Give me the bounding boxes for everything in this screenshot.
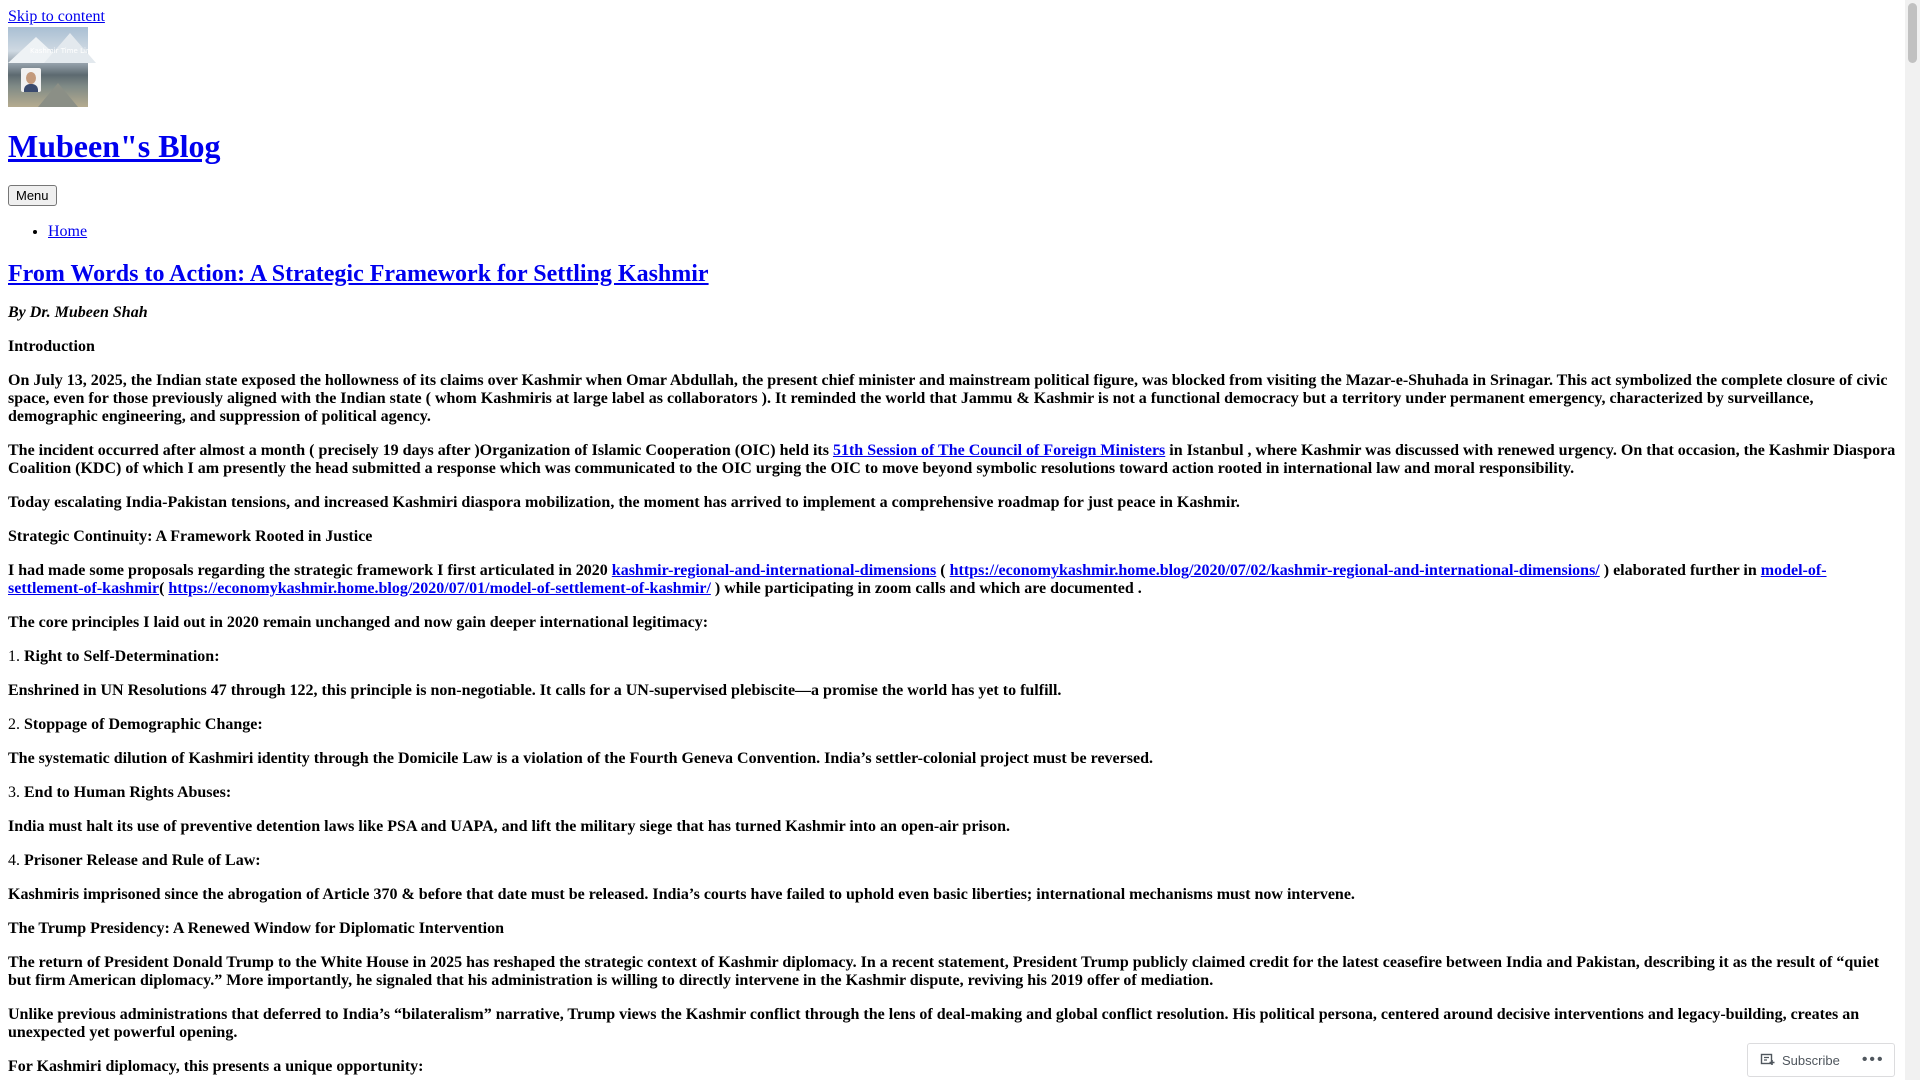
site-logo[interactable] — [8, 27, 95, 107]
paragraph-4 — [8, 562, 1896, 598]
p4-text-b: ( — [936, 562, 950, 579]
subscribe-bar — [1747, 1043, 1895, 1077]
p4-text-c: ) elaborated further in — [1599, 562, 1761, 579]
subscribe-label: Subscribe — [1782, 1052, 1840, 1068]
logo-portrait — [21, 68, 41, 92]
oic-session-link[interactable]: 51th Session of The Council of Foreign Ministers — [832, 442, 1166, 459]
nav-item-home — [48, 222, 1896, 241]
paragraph-2 — [8, 442, 1896, 478]
byline: By Dr. Mubeen Shah — [8, 304, 148, 321]
scrollbar-thumb[interactable] — [1908, 3, 1917, 63]
intro-heading: Introduction — [8, 338, 95, 355]
skip-to-content-link[interactable]: Skip to content — [8, 8, 105, 25]
principle-2-text: The systematic dilution of Kashmiri identity through the Domicile Law is a violation of the Fourth Geneva Convention. India’s settler-colonial project must be reversed. — [8, 750, 1153, 767]
p4-text-a: I had made some proposals regarding the strategic framework I first articulated in 2020 — [8, 562, 612, 579]
site-title-link[interactable]: Mubeen"s Blog — [8, 128, 221, 164]
principle-title: Prisoner Release and Rule of Law: — [24, 852, 261, 869]
paragraph-3: Today escalating India-Pakistan tensions, and increased Kashmiri diaspora mobilization, the moment has arrived to implement a comprehensive roadmap for just peace in Kashmir. — [8, 494, 1240, 511]
paragraph-5: The core principles I laid out in 2020 remain unchanged and now gain deeper international legitimacy: — [8, 614, 709, 631]
subscribe-reader-icon — [1760, 1052, 1776, 1068]
principle-number: 2. — [8, 716, 20, 733]
principle-3-text: India must halt its use of preventive detention laws like PSA and UAPA, and lift the military siege that has turned Kashmir into an open-air prison. — [8, 818, 1010, 835]
p4-text-e: ) while participating in zoom calls and which are documented . — [710, 580, 1142, 597]
regional-dimensions-link[interactable]: kashmir-regional-and-international-dimensions — [611, 562, 937, 579]
principle-number: 1. — [8, 648, 20, 665]
regional-dimensions-url-link[interactable]: https://economykashmir.home.blog/2020/07/02/kashmir-regional-and-international-dimensions/ — [949, 562, 1600, 579]
logo-caption: Kashmir Time Line — [30, 47, 95, 55]
strategic-heading: Strategic Continuity: A Framework Rooted in Justice — [8, 528, 373, 545]
vertical-scrollbar[interactable] — [1905, 0, 1920, 1080]
principle-4-heading — [8, 852, 1896, 870]
more-options-icon[interactable]: ••• — [1861, 1051, 1885, 1068]
page — [8, 0, 1896, 1092]
principle-2-heading — [8, 716, 1896, 734]
main-navigation — [8, 222, 1896, 241]
trump-heading: The Trump Presidency: A Renewed Window for Diplomatic Intervention — [8, 920, 505, 937]
menu-button[interactable]: Menu — [8, 185, 57, 206]
paragraph-6: The return of President Donald Trump to the White House in 2025 has reshaped the strategic context of Kashmir diplomacy. In a recent statement, President Trump publicly claimed credit for the latest ceasefire between India and Pakistan, describing it as the result of “quiet but firm American diplomacy.” More importantly, he signaled that his administration is willing to directly intervene in the Kashmir dispute, reviving his 2019 offer of mediation. — [8, 954, 1880, 989]
paragraph-1: On July 13, 2025, the Indian state exposed the hollowness of its claims over Kashmir when Omar Abdullah, the present chief minister and mainstream political figure, was blocked from visiting the Mazar-e-Shuhada in Srinagar. This act symbolized the complete closure of civic space, even for those previously aligned with the Indian state ( whom Kashmiris at large label as collaborators ). It reminded the world that Jammu & Kashmir is not a functional democracy but a territory under permanent emergency, characterized by surveillance, demographic engineering, and suppression of political agency. — [8, 372, 1888, 425]
paragraph-8: For Kashmiri diplomacy, this presents a unique opportunity: — [8, 1058, 424, 1075]
principle-3-heading — [8, 784, 1896, 802]
principle-title: Stoppage of Demographic Change: — [24, 716, 263, 733]
logo-road — [38, 83, 78, 107]
post-title-link[interactable]: From Words to Action: A Strategic Framework for Settling Kashmir — [8, 261, 709, 287]
principle-number: 4. — [8, 852, 20, 869]
principle-4-text: Kashmiris imprisoned since the abrogation of Article 370 & before that date must be released. India’s courts have failed to uphold even basic liberties; international mechanisms must now intervene. — [8, 886, 1355, 903]
principle-1-text: Enshrined in UN Resolutions 47 through 122, this principle is non-negotiable. It calls for a UN-supervised plebiscite—a promise the world has yet to fulfill. — [8, 682, 1062, 699]
site-title — [8, 128, 1896, 165]
paragraph-7: Unlike previous administrations that deferred to India’s “bilateralism” narrative, Trump views the Kashmir conflict through the lens of deal-making and global conflict resolution. His political persona, centered around decisive interventions and legacy-building, creates an unexpected yet powerful opening. — [8, 1006, 1860, 1041]
principle-title: Right to Self-Determination: — [24, 648, 220, 665]
post-title — [8, 260, 1896, 288]
subscribe-button[interactable] — [1748, 1052, 1840, 1068]
model-settlement-url-link[interactable]: https://economykashmir.home.blog/2020/07/01/model-of-settlement-of-kashmir/ — [168, 580, 711, 597]
principle-1-heading — [8, 648, 1896, 666]
principle-number: 3. — [8, 784, 20, 801]
nav-link-home[interactable]: Home — [48, 223, 88, 240]
post-content — [8, 304, 1896, 1076]
p2-text-after: in Istanbul , where Kashmir was discussed with renewed urgency. On that occasion, the Kashmir Diaspora Coalition (KDC) of which I am presently the head submitted a response which was communicated to the OIC urging the OIC to move beyond symbolic resolutions toward action rooted in international law and moral responsibility. — [8, 442, 1896, 477]
model-settlement-link[interactable]: model-of-settlement-of-kashmir — [8, 562, 1827, 597]
p4-text-d: ( — [159, 580, 169, 597]
p2-text-before: The incident occurred after almost a month ( precisely 19 days after )Organization of Islamic Cooperation (OIC) held its — [8, 442, 833, 459]
principle-title: End to Human Rights Abuses: — [24, 784, 232, 801]
